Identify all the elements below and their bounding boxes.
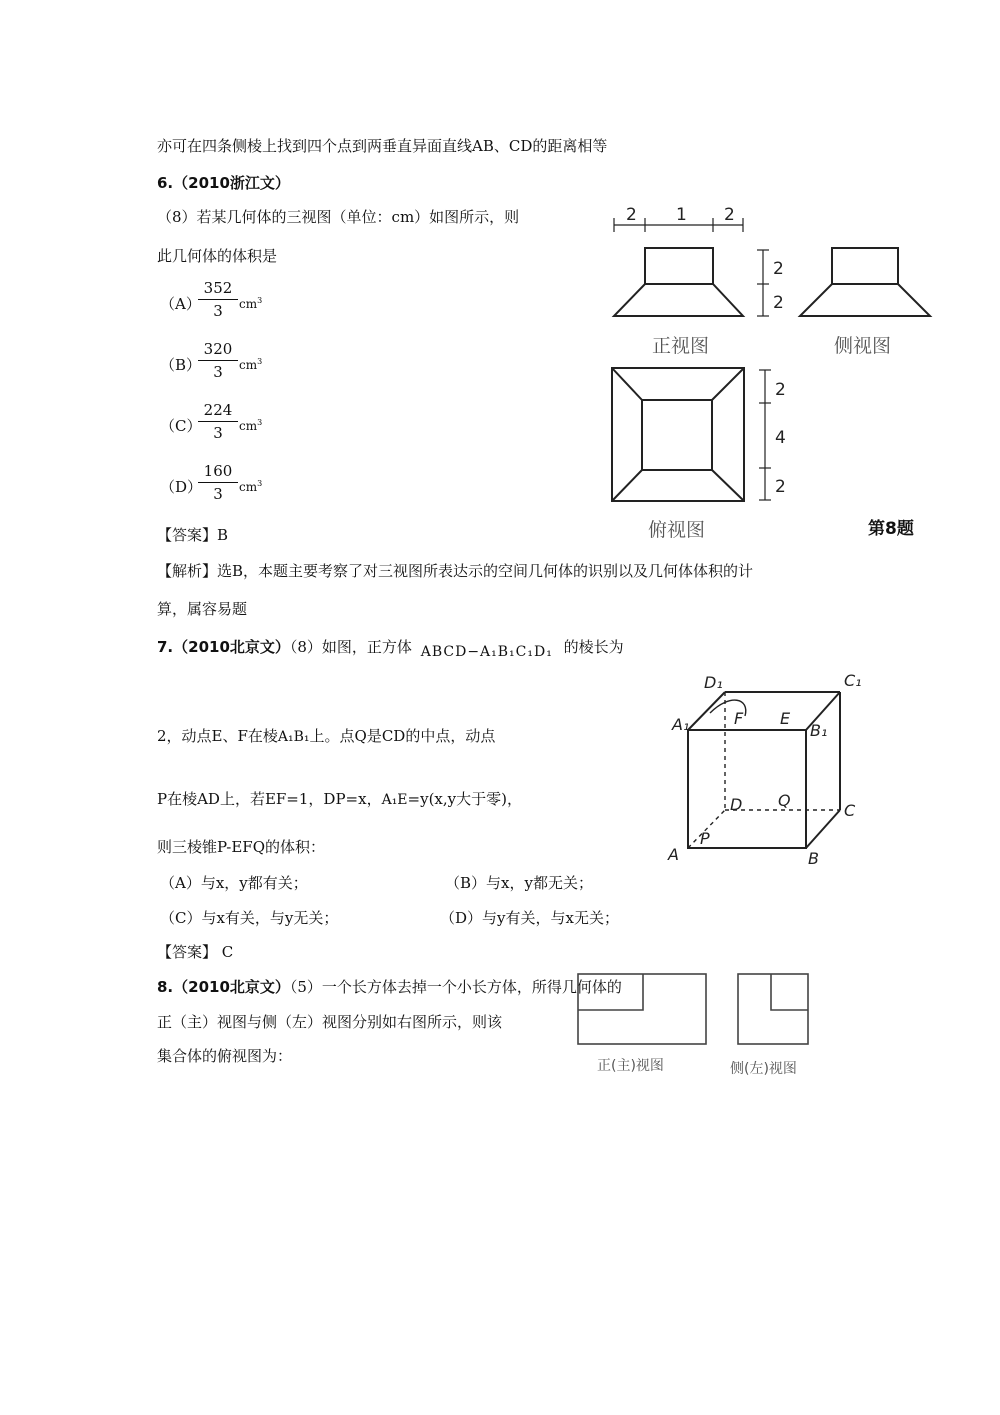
label-d: D [730, 795, 743, 814]
label-c: C [844, 801, 856, 820]
fraction-numerator: 352 [198, 279, 238, 300]
option-label: （B） [160, 356, 202, 374]
label-d1: D₁ [704, 673, 723, 692]
side-view-label: 侧视图 [834, 335, 892, 357]
q6-stem-line2: 此几何体的体积是 [157, 247, 278, 265]
option-fraction [198, 462, 238, 503]
dim-label: 2 [775, 477, 786, 497]
dim-label: 4 [775, 428, 786, 448]
dim-label: 1 [676, 205, 687, 225]
unit-text: cm [239, 358, 258, 372]
fraction-denominator: 3 [213, 363, 223, 381]
q8-side-label: 侧(左)视图 [730, 1061, 797, 1077]
q7-line3-a: P在棱AD上，若EF=1，DP=x， [157, 790, 382, 808]
unit-exponent: 3 [257, 479, 263, 488]
fraction-numerator: 224 [198, 401, 238, 422]
q6-stem-line1: （8）若某几何体的三视图（单位：cm）如图所示，则 [157, 208, 520, 226]
label-a: A [668, 845, 679, 864]
q8-views-figure [575, 970, 825, 1080]
q7-option-d: （D）与y有关，与x无关； [440, 909, 619, 927]
q6-three-view-figure [600, 200, 940, 545]
q7-number: 7.（2010北京文） [157, 638, 290, 656]
q7-var: A₁E [381, 792, 408, 808]
figure-caption: 第8题 [868, 519, 914, 539]
q7-stem-b: 的棱长为 [563, 638, 624, 656]
unit-exponent: 3 [257, 418, 263, 427]
q7-cube-figure [660, 668, 870, 868]
q7-option-a: （A）与x，y都有关； [160, 874, 308, 892]
option-label: （C） [160, 417, 202, 435]
fraction-numerator: 160 [198, 462, 238, 483]
q8-number: 8.（2010北京文） [157, 978, 290, 996]
option-label: （A） [160, 295, 201, 313]
q7-line2-a: 2，动点E、F在棱 [157, 727, 278, 745]
q8-line1-text: （5）一个长方体去掉一个小长方体，所得几何体的 [289, 978, 622, 996]
unit-text: cm [239, 297, 258, 311]
label-b: B [808, 849, 819, 868]
dim-label: 2 [724, 205, 735, 225]
unit-text: cm [239, 419, 258, 433]
intro-line: 亦可在四条侧棱上找到四个点到两垂直异面直线AB、CD的距离相等 [157, 137, 608, 155]
front-view-label: 正视图 [652, 335, 710, 357]
dim-label: 2 [773, 293, 784, 313]
dim-label: 2 [775, 380, 786, 400]
q7-edge: A₁B₁ [277, 729, 310, 745]
q8-line3: 集合体的俯视图为： [157, 1047, 293, 1065]
q7-line3-b: =y(x,y大于零)， [407, 790, 522, 808]
top-view-label: 俯视图 [648, 519, 706, 541]
label-f: F [734, 709, 744, 728]
option-unit [239, 296, 262, 311]
q6-analysis-line1: 【解析】选B，本题主要考察了对三视图所表达示的空间几何体的识别以及几何体体积的计 [157, 562, 754, 580]
fraction-numerator: 320 [198, 340, 238, 361]
unit-exponent: 3 [257, 357, 263, 366]
q7-line1 [157, 636, 624, 660]
q6-number: 6.（2010浙江文） [157, 174, 290, 192]
q8-front-label: 正(主)视图 [597, 1058, 664, 1074]
q7-line2 [157, 725, 495, 746]
label-b1: B₁ [810, 721, 828, 740]
option-unit [239, 479, 262, 494]
option-unit [239, 418, 262, 433]
option-label: （D） [160, 478, 203, 496]
q8-line2: 正（主）视图与侧（左）视图分别如右图所示，则该 [157, 1013, 503, 1031]
option-fraction [198, 340, 238, 381]
q7-line2-b: 上。点Q是CD的中点，动点 [309, 727, 496, 745]
label-c1: C₁ [844, 671, 862, 690]
fraction-denominator: 3 [213, 302, 223, 320]
label-p: P [700, 829, 710, 848]
q7-answer: 【答案】 C [157, 943, 234, 961]
fraction-denominator: 3 [213, 424, 223, 442]
q7-stem-a: （8）如图，正方体 [289, 638, 412, 656]
option-fraction [198, 279, 238, 320]
q6-answer: 【答案】B [157, 526, 229, 544]
option-fraction [198, 401, 238, 442]
q8-line1 [157, 976, 622, 997]
unit-text: cm [239, 480, 258, 494]
option-unit [239, 357, 262, 372]
q7-cube-name: ABCD−A₁B₁C₁D₁ [420, 644, 553, 660]
label-a1: A₁ [672, 715, 690, 734]
q7-option-b: （B）与x，y都无关； [445, 874, 593, 892]
unit-exponent: 3 [257, 296, 263, 305]
fraction-denominator: 3 [213, 485, 223, 503]
q7-option-c: （C）与x有关，与y无关； [160, 909, 339, 927]
dim-label: 2 [773, 259, 784, 279]
dim-label: 2 [626, 205, 637, 225]
q7-line4: 则三棱锥P-EFQ的体积： [157, 838, 325, 856]
q6-analysis-line2: 算，属容易题 [157, 600, 248, 618]
label-e: E [780, 709, 791, 728]
label-q: Q [778, 791, 791, 810]
q7-line3 [157, 788, 522, 809]
